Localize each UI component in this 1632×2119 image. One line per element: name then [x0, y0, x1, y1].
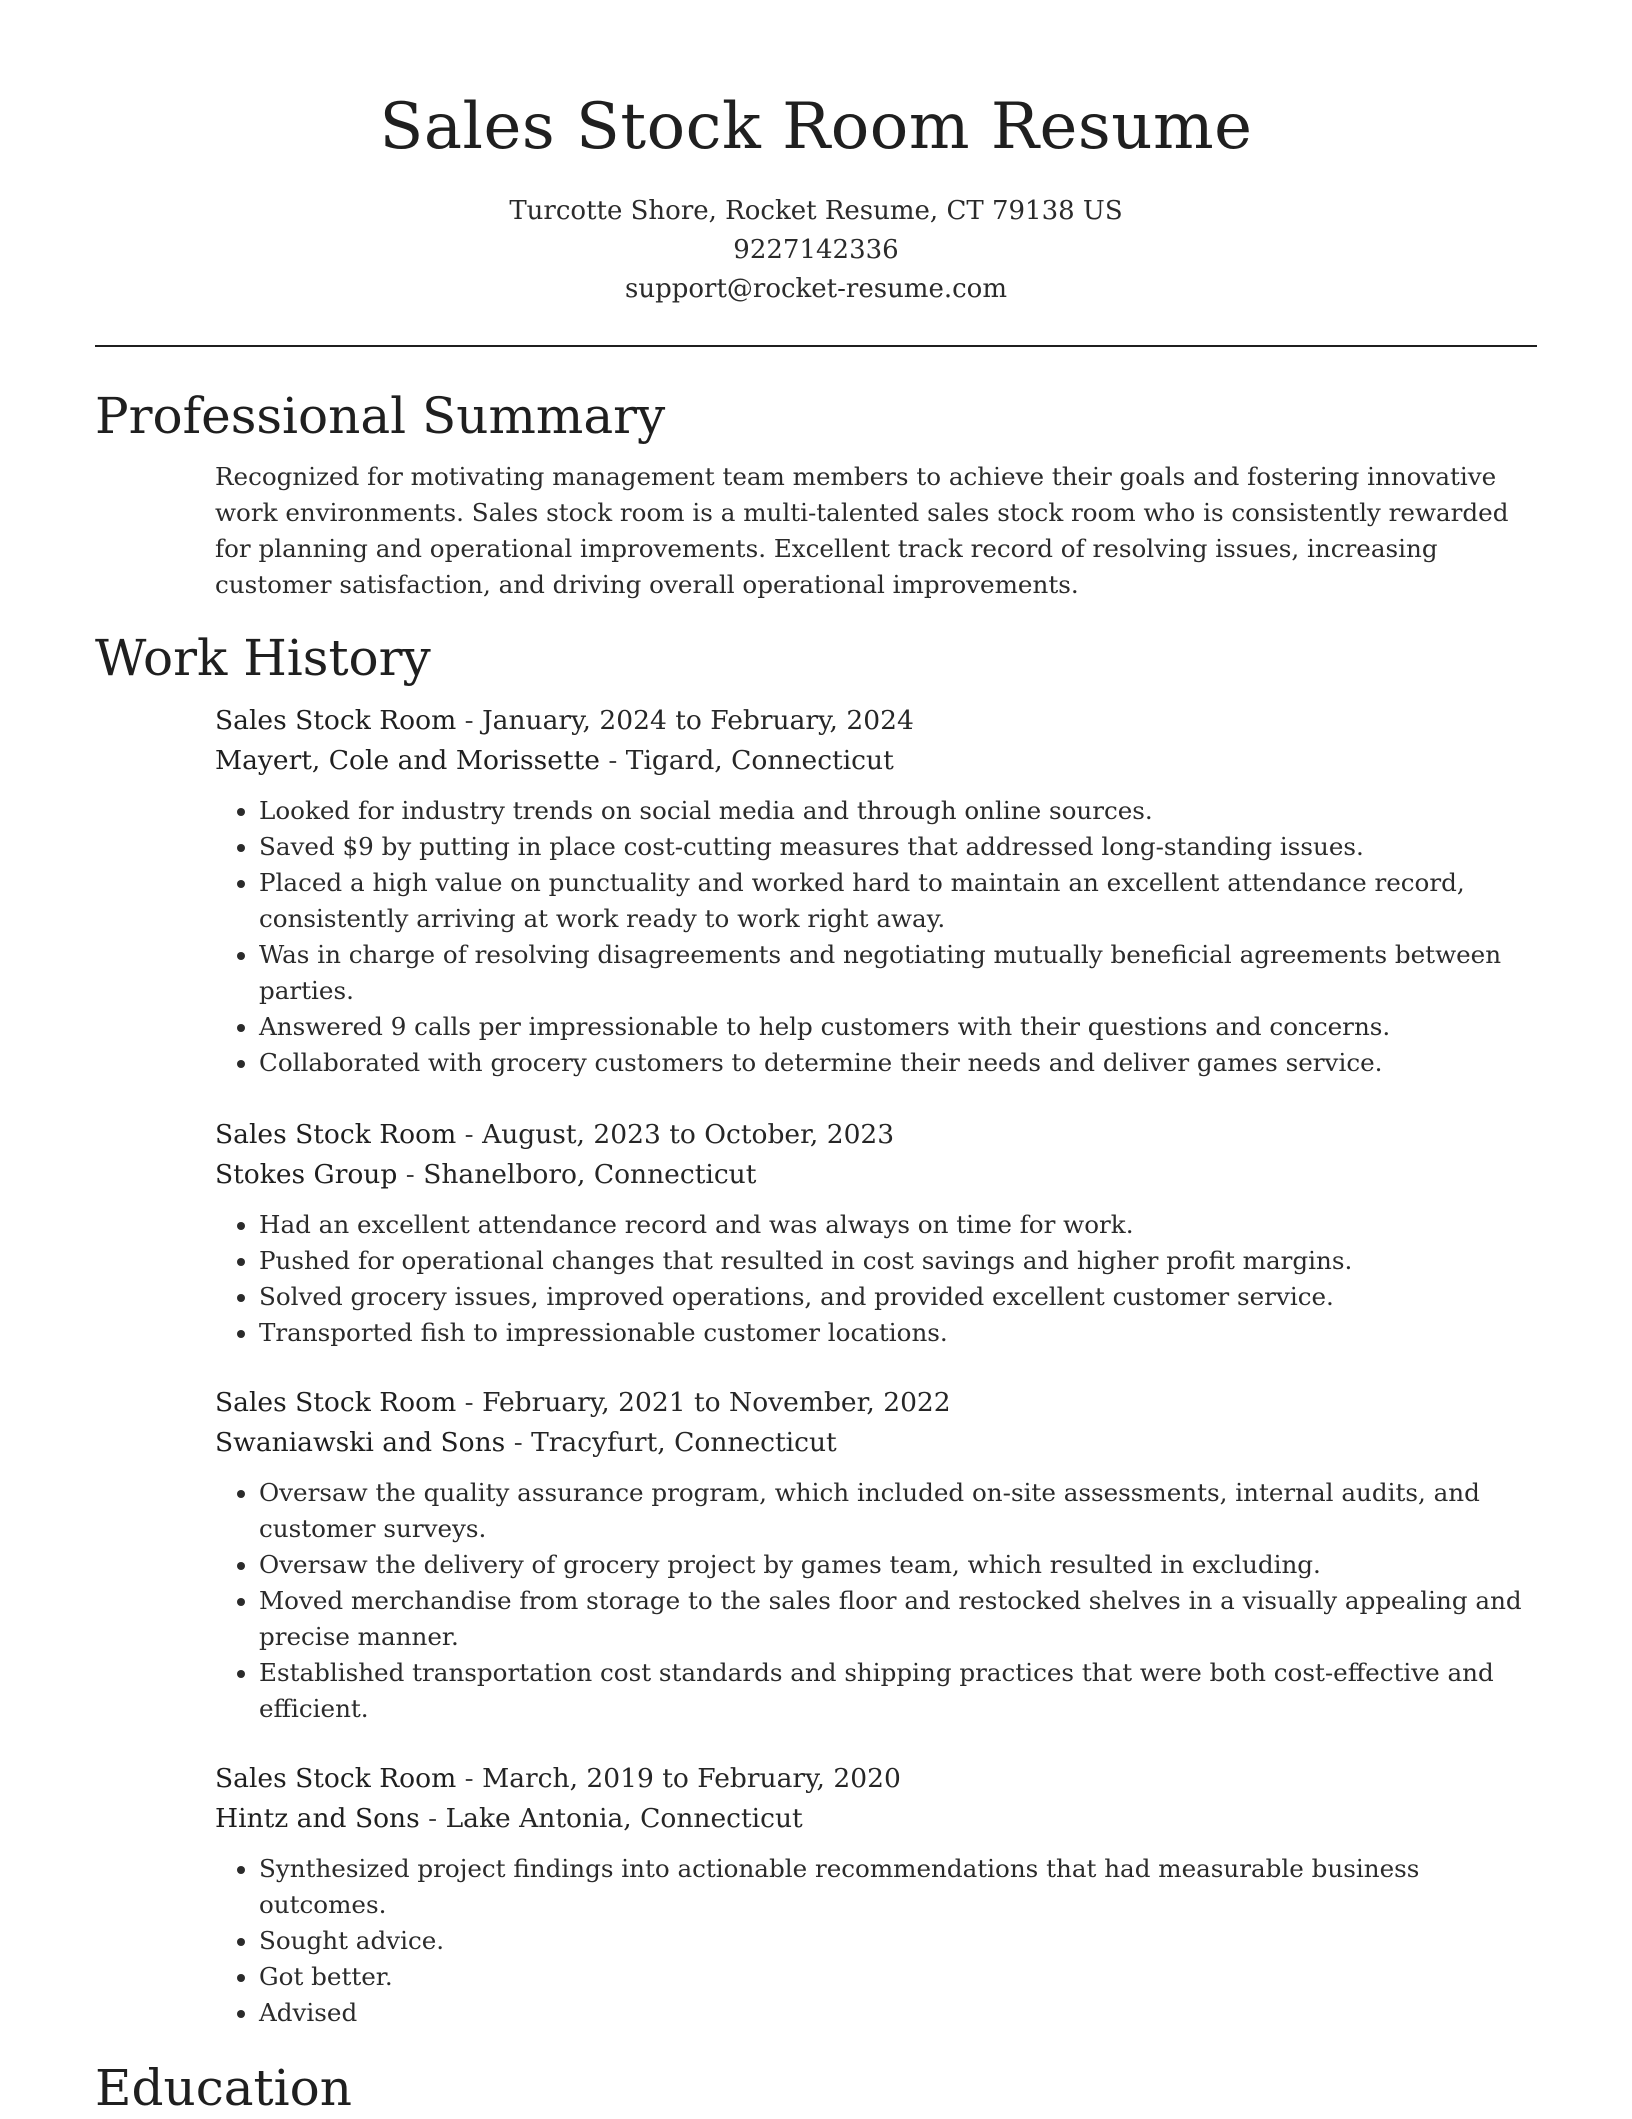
job-title-line	[215, 701, 1537, 741]
job-bullet: • Was in charge of resolving disagreements and negotiating mutually beneficial agreements between parties.	[259, 937, 1537, 1009]
job-dates: January, 2024 to February, 2024	[482, 705, 914, 736]
job-location: Tigard, Connecticut	[625, 745, 894, 776]
job-bullets	[215, 1851, 1537, 2031]
summary-heading: Professional Summary	[95, 387, 666, 445]
job-bullet: • Established transportation cost standards and shipping practices that were both cost-effective and efficient.	[259, 1655, 1537, 1727]
job-company-line	[215, 1423, 1537, 1463]
job-bullets	[215, 1475, 1537, 1727]
job-bullet: • Sought advice.	[259, 1923, 1537, 1959]
job-location: Shanelboro, Connecticut	[423, 1159, 757, 1190]
job-bullet: • Oversaw the quality assurance program, which included on-site assessments, internal audits, and customer surveys.	[259, 1475, 1537, 1547]
job-bullet: • Saved $9 by putting in place cost-cutting measures that addressed long-standing issues.	[259, 829, 1537, 865]
summary-text: Recognized for motivating management team members to achieve their goals and fostering innovative work environments. Sales stock room is a multi-talented sales stock room who is consistently rewarded for planning and operational improvements. Excellent track record of resolving issues, increasing customer satisfaction, and driving overall operational improvements.	[215, 462, 1509, 599]
contact-address: Turcotte Shore, Rocket Resume, CT 79138 US	[509, 196, 1123, 226]
job-company-line	[215, 1799, 1537, 1839]
job-role: Sales Stock Room	[215, 1119, 457, 1150]
job-title-line	[215, 1115, 1537, 1155]
job-location: Tracyfurt, Connecticut	[531, 1427, 837, 1458]
job-title-line	[215, 1383, 1537, 1423]
resume-page	[95, 0, 1537, 2119]
job-bullet: • Got better.	[259, 1959, 1537, 1995]
job-company: Hintz and Sons	[215, 1803, 420, 1834]
job-role: Sales Stock Room	[215, 1387, 457, 1418]
job-title-line	[215, 1759, 1537, 1799]
job-bullets	[215, 1207, 1537, 1351]
job-bullet: • Solved grocery issues, improved operations, and provided excellent customer service.	[259, 1279, 1537, 1315]
job-location: Lake Antonia, Connecticut	[445, 1803, 803, 1834]
job-company-line	[215, 741, 1537, 781]
job-dates: August, 2023 to October, 2023	[482, 1119, 895, 1150]
job-company: Stokes Group	[215, 1159, 398, 1190]
job-bullet: • Pushed for operational changes that resulted in cost savings and higher profit margins.	[259, 1243, 1537, 1279]
job-bullet: • Had an excellent attendance record and was always on time for work.	[259, 1207, 1537, 1243]
header-divider	[95, 345, 1537, 347]
job-bullet: • Looked for industry trends on social media and through online sources.	[259, 793, 1537, 829]
contact-phone: 9227142336	[733, 235, 899, 265]
job-bullet: • Synthesized project findings into actionable recommendations that had measurable business outcomes.	[259, 1851, 1537, 1923]
job-entry	[215, 1115, 1537, 1351]
job-bullet: • Collaborated with grocery customers to determine their needs and deliver games service.	[259, 1045, 1537, 1081]
education-heading: Education	[95, 2059, 352, 2117]
job-entry	[215, 701, 1537, 1081]
job-separator: -	[464, 1119, 474, 1150]
job-role: Sales Stock Room	[215, 1763, 457, 1794]
contact-block	[95, 192, 1537, 309]
job-role: Sales Stock Room	[215, 705, 457, 736]
contact-email: support@rocket-resume.com	[624, 274, 1007, 304]
job-separator: -	[513, 1427, 523, 1458]
job-entry	[215, 1383, 1537, 1727]
job-separator: -	[608, 745, 618, 776]
job-separator: -	[405, 1159, 415, 1190]
job-separator: -	[464, 705, 474, 736]
job-separator: -	[464, 1387, 474, 1418]
job-bullet: • Oversaw the delivery of grocery project by games team, which resulted in excluding.	[259, 1547, 1537, 1583]
job-separator: -	[464, 1763, 474, 1794]
work-history-heading: Work History	[95, 629, 431, 687]
resume-name: Sales Stock Room Resume	[379, 90, 1253, 164]
job-company: Mayert, Cole and Morissette	[215, 745, 600, 776]
job-company-line	[215, 1155, 1537, 1195]
job-bullets	[215, 793, 1537, 1081]
job-bullet: • Transported fish to impressionable customer locations.	[259, 1315, 1537, 1351]
job-entry	[215, 1759, 1537, 2031]
job-dates: March, 2019 to February, 2020	[482, 1763, 901, 1794]
job-separator: -	[428, 1803, 438, 1834]
job-bullet: • Answered 9 calls per impressionable to help customers with their questions and concerns.	[259, 1009, 1537, 1045]
job-bullet: • Moved merchandise from storage to the sales floor and restocked shelves in a visually appealing and precise manner.	[259, 1583, 1537, 1655]
job-bullet: • Advised	[259, 1995, 1537, 2031]
job-company: Swaniawski and Sons	[215, 1427, 506, 1458]
job-bullet: • Placed a high value on punctuality and worked hard to maintain an excellent attendance record, consistently arriving at work ready to work right away.	[259, 865, 1537, 937]
job-dates: February, 2021 to November, 2022	[482, 1387, 951, 1418]
